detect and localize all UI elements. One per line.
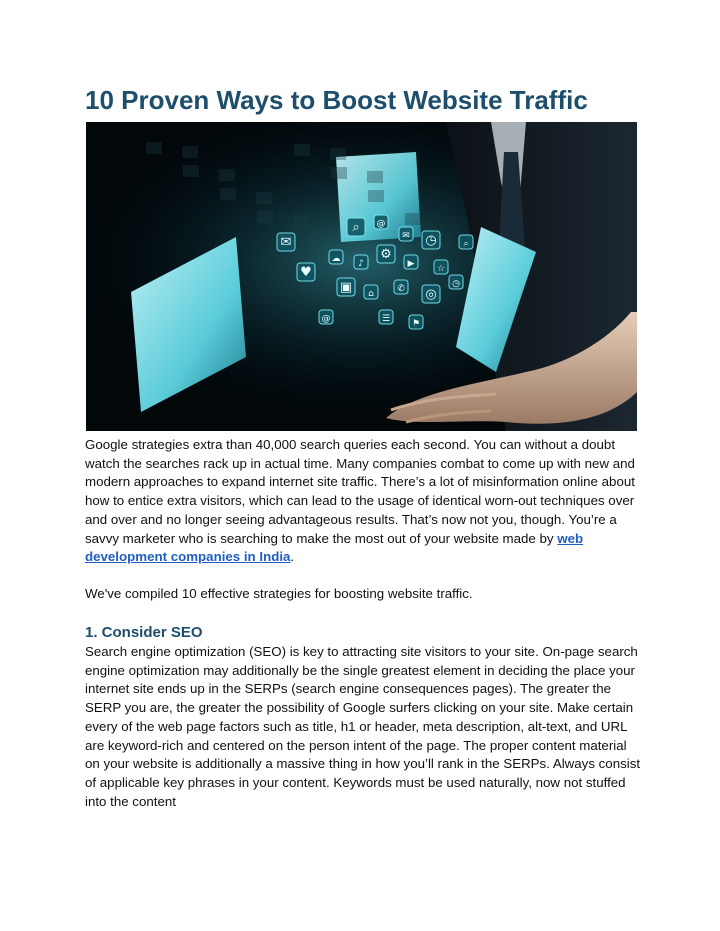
svg-text:☆: ☆: [436, 264, 446, 274]
background-square: [367, 171, 383, 183]
background-square: [331, 167, 347, 179]
app-icon-tile: [297, 263, 315, 281]
background-square: [219, 169, 235, 181]
background-square: [256, 192, 272, 204]
article-title: 10 Proven Ways to Boost Website Traffic: [85, 85, 588, 115]
svg-text:▣: ▣: [339, 280, 353, 295]
app-icon-tile: [354, 255, 368, 269]
app-icon-tile: [337, 278, 355, 296]
svg-text:⌂: ⌂: [368, 289, 374, 299]
svg-text:▶: ▶: [407, 259, 415, 269]
svg-text:⚙: ⚙: [380, 247, 392, 262]
app-icon-tile: [329, 250, 343, 264]
section-body-seo: Search engine optimization (SEO) is key to attracting site visitors to your site. On-page search engine optimization may additionally be the single greatest element in deciding the place your internet site ends up in the SERPs (search engine consequences pages). The greater the SERP you are, the greater the possibility of Google surfers clicking on your site. Make certain every of the web page factors such as title, h1 or header, meta description, alt-text, and URL are keyword-rich and centered on the person intent of the page. The proper content material on your website is additionally a massive thing in how you’ll rank in the SERPs. Always consist of applicable key phrases in your content. Keywords must be used naturally, now not stuffed into the content: [85, 644, 641, 809]
app-icon-tile: [404, 255, 418, 269]
app-icon-tile: [377, 245, 395, 263]
svg-text:☁: ☁: [331, 254, 341, 264]
app-icon-tile: [277, 233, 295, 251]
app-icon-tile: [409, 315, 423, 329]
svg-text:◷: ◷: [452, 279, 460, 289]
svg-text:@: @: [321, 314, 331, 324]
background-square: [257, 211, 273, 223]
app-icon-tile: [347, 218, 365, 236]
app-icon-tile: [399, 227, 413, 241]
background-square: [182, 146, 198, 158]
svg-text:♪: ♪: [358, 259, 364, 269]
background-square: [368, 190, 384, 202]
web-development-link[interactable]: web development companies in India: [85, 530, 584, 565]
svg-text:⚑: ⚑: [411, 319, 421, 329]
app-icon-tile: [364, 285, 378, 299]
summary-paragraph: We've compiled 10 effective strategies for boosting website traffic.: [85, 586, 473, 601]
svg-text:@: @: [376, 219, 386, 229]
svg-text:✉: ✉: [280, 235, 292, 250]
background-square: [293, 215, 309, 227]
intro-text-end: .: [290, 549, 295, 565]
background-square: [220, 188, 236, 200]
app-icon-tile: [374, 215, 388, 229]
intro-text: Google strategies extra than 40,000 search queries each second. You can without a doubt watch the searches rack up in actual time. Many companies combat to come up with new and modern approaches to expand internet site traffic. There’s a lot of misinformation online about how to entice extra visitors, which can lead to the usage of identical worn-out techniques over and over and no longer seeing advantageous results. That’s now not you, though. You’re a savvy marketer who is searching to make the most out of your website made by: [85, 437, 635, 546]
background-square: [294, 144, 310, 156]
app-icon-tile: [319, 310, 333, 324]
background-square: [330, 148, 346, 160]
svg-text:♥: ♥: [300, 265, 312, 280]
svg-text:✉: ✉: [402, 231, 410, 241]
app-icon-tile: [422, 285, 440, 303]
svg-text:◎: ◎: [425, 287, 437, 302]
app-icon-tile: [434, 260, 448, 274]
hero-image: [86, 122, 637, 431]
intro-paragraph: [85, 436, 645, 567]
app-icon-tile: [394, 280, 408, 294]
svg-text:⌕: ⌕: [463, 239, 469, 249]
app-icon-tile: [379, 310, 393, 324]
app-icon-tile: [459, 235, 473, 249]
background-square: [183, 165, 199, 177]
svg-text:⌕: ⌕: [352, 220, 360, 235]
app-icon-tile: [422, 231, 440, 249]
background-square: [146, 142, 162, 154]
background-square: [405, 213, 421, 225]
svg-text:◷: ◷: [425, 233, 437, 248]
svg-text:☰: ☰: [381, 314, 391, 324]
section-heading-seo: 1. Consider SEO: [85, 624, 203, 641]
svg-text:✆: ✆: [397, 284, 405, 294]
app-icon-tile: [449, 275, 463, 289]
